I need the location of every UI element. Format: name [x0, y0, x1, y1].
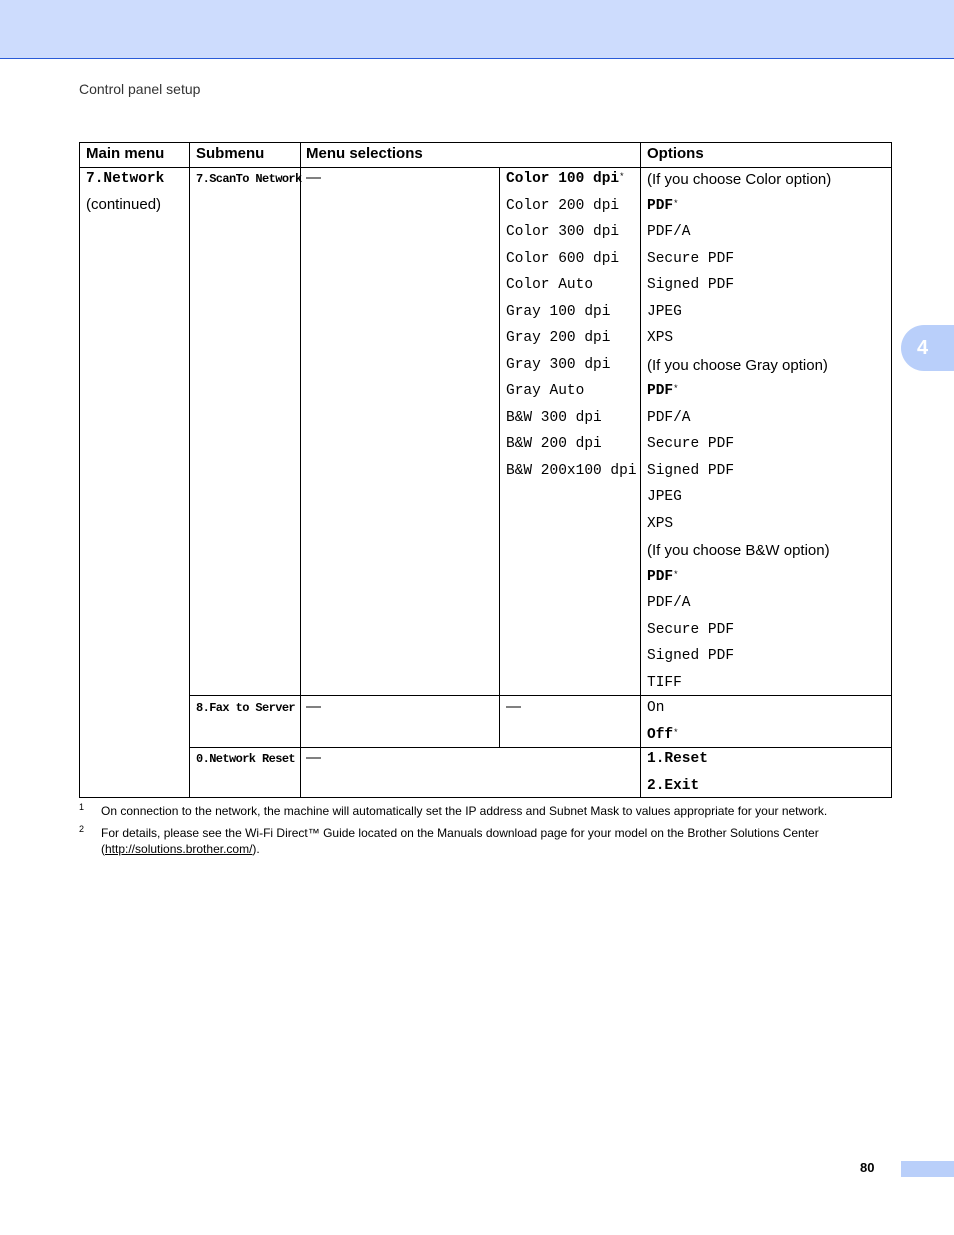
file-type-item-text: XPS: [647, 330, 674, 346]
resolution-item: [506, 196, 637, 223]
file-type-item: [647, 514, 831, 541]
fax-options-list: [647, 698, 679, 751]
dash-reset: —: [306, 749, 321, 766]
resolution-item: [506, 275, 637, 302]
submenu-fax-to-server: 8.Fax to Server: [196, 701, 296, 715]
footnote-text: On connection to the network, the machine will automatically set the IP address and Subnet Mask to values appropriate for your network.: [101, 804, 828, 818]
dash-fax-2: —: [506, 698, 521, 715]
row-divider-2: [189, 747, 891, 748]
default-marker: *: [673, 198, 679, 209]
resolution-item: [506, 169, 637, 196]
file-type-item: [647, 328, 831, 355]
dash-scanto: —: [306, 169, 321, 186]
submenu-network-reset: 0.Network Reset: [196, 752, 296, 766]
file-type-item-text: PDF/A: [647, 595, 691, 611]
file-type-item: [647, 540, 831, 567]
submenu-scanto-network: 7.ScanTo Network: [196, 172, 302, 186]
header-main-menu: Main menu: [86, 145, 165, 162]
file-type-item-text: JPEG: [647, 303, 682, 320]
file-type-item: [647, 487, 831, 514]
resolution-item-text: Gray Auto: [506, 383, 585, 399]
header-submenu: Submenu: [196, 145, 265, 162]
file-type-item: [647, 222, 831, 249]
brother-solutions-link[interactable]: http://solutions.brother.com/: [105, 842, 253, 856]
footnote-2: [79, 825, 879, 857]
main-menu-note: (continued): [86, 196, 162, 213]
resolution-item-text: Color 600 dpi: [506, 250, 620, 267]
resolution-item-text: Color 100 dpi: [506, 171, 620, 187]
main-menu-network: 7.Network: [86, 171, 165, 187]
scanto-selections-list: [506, 169, 637, 487]
file-type-item-text: (If you choose B&W option): [647, 542, 830, 559]
resolution-item: [506, 302, 637, 329]
dash-fax-1: —: [306, 698, 321, 715]
col-divider-1: [189, 143, 190, 797]
footnote-number: 2: [79, 824, 85, 834]
file-type-item: [647, 355, 831, 382]
file-type-item-text: Signed PDF: [647, 277, 735, 293]
resolution-item: [506, 328, 637, 355]
footnotes: [79, 803, 879, 863]
resolution-item-text: Gray 100 dpi: [506, 303, 611, 320]
option-reset: 1.Reset: [647, 751, 708, 767]
resolution-item-text: B&W 300 dpi: [506, 409, 602, 426]
chapter-tab[interactable]: [901, 325, 954, 371]
page-number-bar: [901, 1161, 954, 1177]
file-type-item: [647, 381, 831, 408]
col-divider-selections: [499, 167, 500, 747]
resolution-item-text: Color Auto: [506, 277, 594, 293]
option-off-label: Off: [647, 726, 674, 743]
file-type-item-text: (If you choose Gray option): [647, 356, 828, 374]
file-type-item: [647, 620, 831, 647]
resolution-item-text: Gray 300 dpi: [506, 356, 611, 373]
reset-options-list: [647, 749, 708, 802]
footnote-text-end: ).: [252, 842, 260, 856]
file-type-item-text: TIFF: [647, 674, 682, 691]
resolution-item: [506, 434, 637, 461]
default-marker: *: [673, 727, 679, 738]
resolution-item-text: Color 200 dpi: [506, 197, 620, 214]
col-divider-3: [640, 143, 641, 797]
resolution-item-text: B&W 200x100 dpi: [506, 462, 637, 479]
file-type-item-text: (If you choose Color option): [647, 171, 832, 188]
footnote-text: For details, please see the Wi-Fi Direct™ Guide located on the Manuals download page for your model on the Brother Solutions Center (: [101, 826, 819, 856]
chapter-number: 4: [917, 336, 929, 359]
file-type-item-text: Secure PDF: [647, 621, 735, 638]
file-type-item: [647, 434, 831, 461]
resolution-item-text: B&W 200 dpi: [506, 436, 602, 452]
file-type-item-text: XPS: [647, 515, 674, 532]
option-on: On: [647, 700, 665, 716]
scanto-options-list: [647, 169, 831, 699]
file-type-item-text: PDF: [647, 568, 674, 585]
resolution-item: [506, 222, 637, 249]
file-type-item: [647, 302, 831, 329]
footnote-1: [79, 803, 879, 819]
file-type-item: [647, 196, 831, 223]
resolution-item: [506, 408, 637, 435]
file-type-item: [647, 461, 831, 488]
header-menu-selections: Menu selections: [306, 145, 423, 162]
file-type-item: [647, 275, 831, 302]
header-options: Options: [647, 145, 704, 162]
resolution-item-text: Color 300 dpi: [506, 224, 620, 240]
option-off: [647, 725, 679, 752]
file-type-item-text: PDF: [647, 383, 674, 399]
default-marker: *: [619, 172, 625, 182]
resolution-item: [506, 355, 637, 382]
section-title: Control panel setup: [79, 81, 201, 97]
file-type-item-text: Secure PDF: [647, 250, 735, 267]
col-divider-2: [300, 143, 301, 797]
footnote-number: 1: [79, 802, 85, 812]
default-marker: *: [673, 569, 679, 580]
header-band: [0, 0, 954, 59]
resolution-item: [506, 461, 637, 488]
file-type-item: [647, 169, 831, 196]
menu-table: [79, 142, 892, 798]
file-type-item: [647, 593, 831, 620]
file-type-item: [647, 567, 831, 594]
page-number: 80: [860, 1160, 875, 1175]
file-type-item-text: PDF/A: [647, 224, 691, 240]
default-marker: *: [673, 384, 679, 394]
file-type-item-text: PDF/A: [647, 409, 691, 426]
file-type-item: [647, 408, 831, 435]
file-type-item-text: Signed PDF: [647, 648, 735, 664]
file-type-item-text: Secure PDF: [647, 436, 735, 452]
file-type-item-text: Signed PDF: [647, 462, 735, 479]
file-type-item-text: JPEG: [647, 489, 682, 505]
resolution-item: [506, 249, 637, 276]
file-type-item: [647, 249, 831, 276]
option-exit: 2.Exit: [647, 777, 700, 794]
file-type-item: [647, 673, 831, 700]
resolution-item-text: Gray 200 dpi: [506, 330, 611, 346]
header-divider: [80, 167, 891, 168]
file-type-item: [647, 646, 831, 673]
resolution-item: [506, 381, 637, 408]
file-type-item-text: PDF: [647, 197, 674, 214]
